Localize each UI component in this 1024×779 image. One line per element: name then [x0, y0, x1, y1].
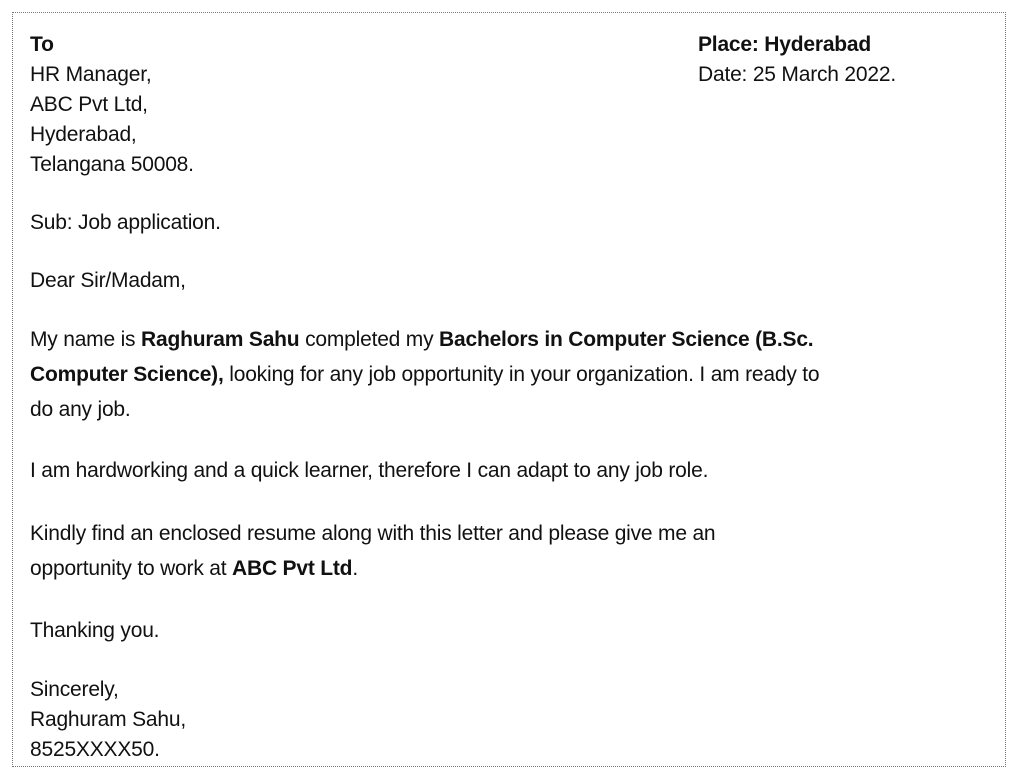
sign-off: Sincerely, — [30, 678, 119, 701]
enclosure-line-2 — [30, 551, 970, 586]
recipient-city: Hyderabad, — [30, 123, 137, 146]
salutation: Dear Sir/Madam, — [30, 269, 186, 292]
place-label: Place: Hyderabad — [698, 33, 872, 56]
recipient-state: Telangana 50008. — [30, 153, 194, 176]
enclosure-text: opportunity to work at — [30, 557, 233, 580]
intro-paragraph — [30, 322, 970, 427]
degree-part-2: Computer Science), — [30, 363, 224, 386]
enclosure-paragraph — [30, 516, 970, 586]
intro-line-3 — [30, 392, 970, 427]
enclosure-period: . — [352, 557, 358, 580]
degree-part-1: Bachelors in Computer Science (B.Sc. — [439, 328, 814, 351]
to-heading: To — [30, 33, 54, 56]
applicant-name: Raghuram Sahu — [141, 328, 300, 351]
intro-line-1 — [30, 322, 970, 357]
recipient-company: ABC Pvt Ltd, — [30, 93, 148, 116]
intro-text-1: My name is — [30, 328, 141, 351]
signature-name: Raghuram Sahu, — [30, 708, 186, 731]
enclosure-line-1: Kindly find an enclosed resume along with this letter and please give me an — [30, 522, 716, 545]
subject-line: Sub: Job application. — [30, 211, 221, 234]
date-label: Date: 25 March 2022. — [698, 63, 896, 86]
company-name: ABC Pvt Ltd — [232, 557, 353, 580]
thanks-line: Thanking you. — [30, 619, 160, 642]
letter-container — [12, 12, 1006, 767]
intro-line-2 — [30, 357, 970, 392]
recipient-title: HR Manager, — [30, 63, 152, 86]
intro-text-4: do any job. — [30, 398, 131, 421]
hardworking-paragraph: I am hardworking and a quick learner, therefore I can adapt to any job role. — [30, 459, 709, 482]
phone-number: 8525XXXX50. — [30, 738, 160, 761]
intro-text-2: completed my — [299, 328, 440, 351]
intro-text-3: looking for any job opportunity in your organization. I am ready to — [223, 363, 820, 386]
